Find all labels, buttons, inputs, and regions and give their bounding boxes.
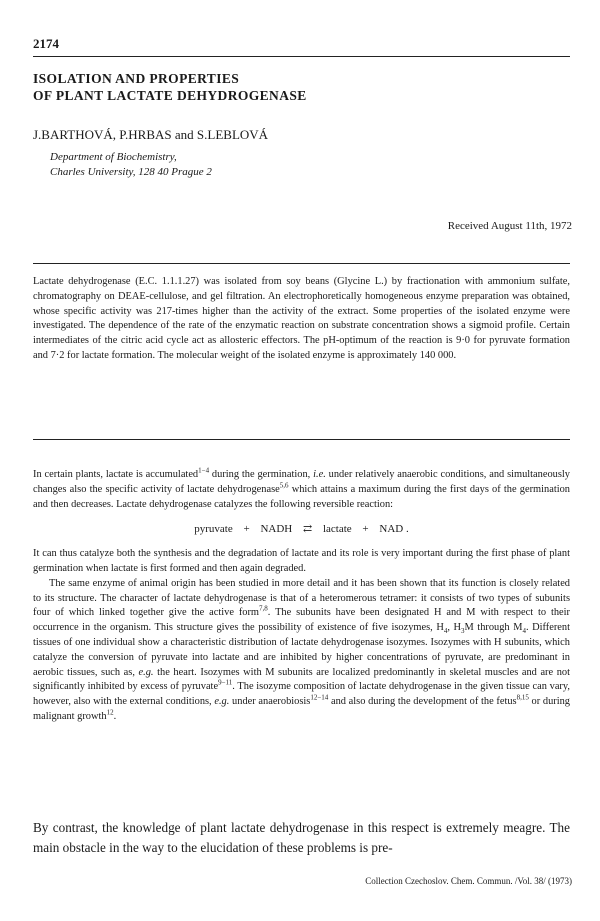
received-date: Received August 11th, 1972 xyxy=(447,220,572,232)
title-line-1: ISOLATION AND PROPERTIES xyxy=(33,71,240,86)
abstract-bottom-rule xyxy=(33,439,570,440)
text-run: . Different tissues of one individual show a characteristic distribution of lactate dehydrogenase isozymes. Isozymes with H subunits, which catalyze the conversion of pyruvate into lactate and are inhibited by higher concentrations of pyruvate, are predominant in aerobic tissues, such as, xyxy=(33,622,570,678)
text-run: under relatively anaerobic conditions, and simultaneously changes also the specific activity of lactate dehydrogenase xyxy=(33,469,570,495)
text-run: . The subunits have been designated H and M with respect to their occurrence in the organism. This structure gives the possibility of existence of five isozymes, H xyxy=(33,607,570,634)
affiliation-line-2: Charles University, 128 40 Prague 2 xyxy=(50,166,212,178)
paragraph-4: By contrast, the knowledge of plant lactate dehydrogenase in this respect is extremely meagre. The main obstacle in the way to the elucidation of these problems is pre- xyxy=(33,820,570,855)
citation: 1−4 xyxy=(198,466,210,475)
title-line-2: OF PLANT LACTATE DEHYDROGENASE xyxy=(33,88,307,103)
citation: 7,8 xyxy=(259,604,268,613)
text-run: under anaerobiosis xyxy=(229,696,311,708)
header-rule xyxy=(33,56,570,57)
text-run: The same enzyme of animal origin has been studied in more detail and it has been shown that its function is closely related to its structure. The character of lactate dehydrogenase is that of a heteromerous tetramer: it consists of two types of subunits four of which linked together give the active form xyxy=(33,577,570,619)
paragraph-1 xyxy=(33,468,570,512)
journal-footer: Collection Czechoslov. Chem. Commun. /Vol. 38/ (1973) xyxy=(365,876,572,886)
subscript: 4 xyxy=(443,627,448,636)
page-number: 2174 xyxy=(33,36,59,51)
citation: 8,15 xyxy=(516,693,529,702)
reaction-arrow: ⇄ xyxy=(303,523,313,536)
paragraph-2: It can thus catalyze both the synthesis and the degradation of lactate and its role is very important during the first phase of plant germination when lactate is first formed and then again degraded. xyxy=(33,548,570,574)
article-title xyxy=(33,70,307,104)
paragraph-3 xyxy=(33,577,570,725)
abstract-top-rule xyxy=(33,263,570,264)
citation: 5,6 xyxy=(279,481,289,490)
reaction-lactate: lactate xyxy=(322,523,352,536)
reaction-nad: NAD . xyxy=(379,523,409,536)
text-run: or during malignant growth xyxy=(33,696,571,722)
text-run-italic: i.e. xyxy=(313,469,326,480)
citation: 12 xyxy=(106,708,114,717)
reaction-pyruvate: pyruvate xyxy=(194,523,233,536)
reaction-nadh: NADH xyxy=(260,523,293,536)
reaction-equation xyxy=(33,522,570,537)
reaction-plus: + xyxy=(362,523,369,536)
authors: J.BARTHOVÁ, P.HRBAS and S.LEBLOVÁ xyxy=(33,127,269,142)
text-run: , H xyxy=(447,622,461,634)
reaction-plus: + xyxy=(243,523,250,536)
text-run: . The isozyme composition of lactate dehydrogenase in the given tissue can vary, however, also with the external conditions, xyxy=(33,681,571,708)
text-run: the heart. Isozymes with M subunits are localized predominantly in skeletal muscles and are not significantly inhibited by excess of pyruvate xyxy=(33,666,570,693)
text-run: and also during the development of the fetus xyxy=(328,696,517,708)
subscript: 4 xyxy=(522,627,526,636)
citation: 12−14 xyxy=(310,693,329,702)
text-run: In certain plants, lactate is accumulated xyxy=(33,469,199,480)
text-run: during the germination, xyxy=(209,469,314,480)
text-run-italic: e.g. xyxy=(138,666,154,678)
citation: 9−11 xyxy=(218,678,233,687)
subscript: 3 xyxy=(461,627,465,636)
text-run: M through M xyxy=(464,622,523,634)
text-run-italic: e.g. xyxy=(214,696,230,708)
affiliation-line-1: Department of Biochemistry, xyxy=(50,151,177,163)
abstract: Lactate dehydrogenase (E.C. 1.1.1.27) was isolated from soy beans (Glycine L.) by fractionation with ammonium sulfate, chromatography on DEAE-cellulose, and gel filtration. An electrophoretically homogeneous enzyme preparation was obtained, whose specific activity was 217-times higher than the activity of the extract. Some properties of the isolated enzyme were investigated. The dependence of the rate of the enzymatic reaction on substrate concentration shows a sigmoid profile. Certain intermediates of the citric acid cycle act as allosteric effectors. The pH-optimum of the reaction is 9·0 for pyruvate formation and 7·2 for lactate formation. The molecular weight of the isolated enzyme is approximately 140 000. xyxy=(33,276,570,361)
body-text xyxy=(33,468,570,725)
affiliation xyxy=(50,150,212,180)
text-run: . xyxy=(113,710,117,722)
text-run: which attains a maximum during the first days of the germination and then decreases. Lactate dehydrogenase catalyzes the following reversible reaction: xyxy=(33,483,570,510)
